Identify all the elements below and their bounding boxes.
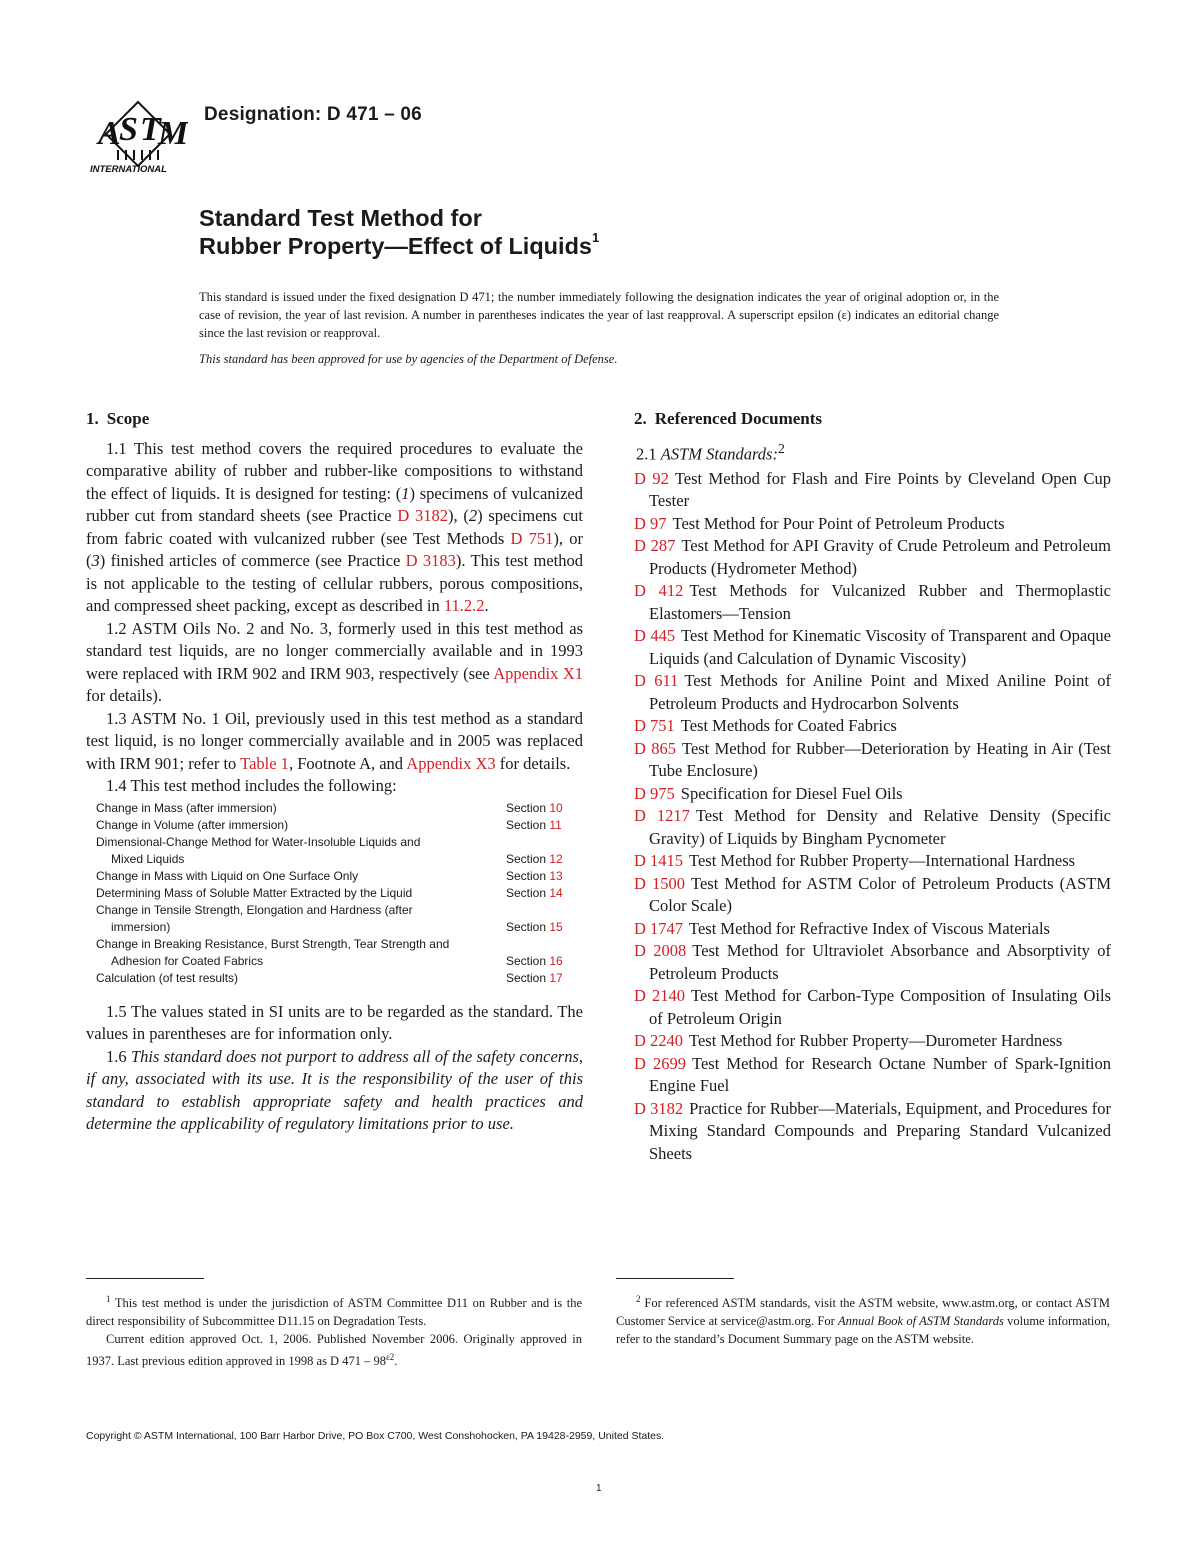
- reference-code-link[interactable]: D 1500: [634, 873, 686, 893]
- title-text: Rubber Property—Effect of Liquids: [199, 233, 592, 259]
- link-section-12[interactable]: 12: [549, 851, 563, 866]
- link-section-17[interactable]: 17: [549, 970, 563, 985]
- reference-code-link[interactable]: D 92: [634, 468, 669, 488]
- reference-title: Test Method for Research Octane Number of Spark-Ignition Engine Fuel: [649, 1053, 1111, 1095]
- link-d3182[interactable]: D 3182: [397, 506, 449, 525]
- footnote-divider: [616, 1278, 734, 1279]
- reference-item: [634, 1030, 1111, 1053]
- reference-title: Test Methods for Vulcanized Rubber and Thermoplastic Elastomers—Tension: [649, 581, 1111, 623]
- toc-row: Determining Mass of Soluble Matter Extracted by the Liquid Section 14: [96, 885, 563, 900]
- reference-item: [634, 783, 1111, 806]
- dod-notice: This standard has been approved for use by agencies of the Department of Defense.: [199, 352, 618, 366]
- reference-title: Test Method for Rubber—Deterioration by Heating in Air (Test Tube Enclosure): [649, 738, 1111, 780]
- toc-row: Change in Volume (after immersion) Section 11: [96, 817, 562, 832]
- footnote-divider: [86, 1278, 204, 1279]
- paragraph-1-1: 1.1 This test method covers the required procedures to evaluate the comparative ability of rubber and rubber-like compositions to withstand the effect of liquids. It is designed for testing: (1) specimens of vulcanized rubber cut from standard sheets (see Practice D 3182), (2) specimens cut from fabric coated with vulcanized rubber (see Test Methods D 751), or (3) finished articles of commerce (see Practice D 3183). This test method is not applicable to the testing of cellular rubbers, porous compositions, and compressed sheet packing, except as described in 11.2.2.: [86, 438, 583, 615]
- copyright-notice: Copyright © ASTM International, 100 Barr Harbor Drive, PO Box C700, West Conshohocken, PA 19428-2959, United States.: [86, 1430, 665, 1442]
- reference-code-link[interactable]: D 3182: [634, 1098, 684, 1118]
- reference-code-link[interactable]: D 611: [634, 671, 679, 690]
- toc-row: Change in Mass with Liquid on One Surface Only Section 13: [96, 868, 563, 883]
- reference-item: [634, 1098, 1111, 1166]
- paragraph-1-4: 1.4 This test method includes the following:: [106, 776, 397, 795]
- svg-text:S: S: [119, 111, 138, 148]
- reference-item: [634, 918, 1111, 941]
- reference-code-link[interactable]: D 975: [634, 783, 675, 803]
- reference-item: [634, 715, 1111, 738]
- reference-title: Test Method for Refractive Index of Viscous Materials: [689, 918, 1050, 938]
- right-column: [634, 408, 1111, 1165]
- logo-text: INTERNATIONAL: [90, 164, 167, 174]
- svg-text:M: M: [158, 115, 188, 152]
- reference-title: Test Method for ASTM Color of Petroleum Products (ASTM Color Scale): [649, 873, 1111, 915]
- svg-text:T: T: [140, 111, 161, 148]
- toc-row: Dimensional-Change Method for Water-Insoluble Liquids and Mixed Liquids Section 12: [96, 834, 563, 866]
- reference-title: Test Method for Carbon-Type Composition of Insulating Oils of Petroleum Origin: [649, 986, 1111, 1028]
- reference-item: [634, 1053, 1111, 1098]
- link-section-15[interactable]: 15: [549, 919, 563, 934]
- reference-code-link[interactable]: D 412: [634, 581, 684, 600]
- reference-code-link[interactable]: D 287: [634, 536, 676, 555]
- reference-title: Test Method for API Gravity of Crude Petroleum and Petroleum Products (Hydrometer Method): [649, 536, 1111, 578]
- link-appendix-x1[interactable]: Appendix X1: [493, 663, 583, 683]
- link-d3183[interactable]: D 3183: [405, 551, 456, 570]
- link-11-2-2[interactable]: 11.2.2: [443, 596, 485, 615]
- designation: Designation: D 471 – 06: [204, 104, 422, 125]
- reference-title: Test Method for Pour Point of Petroleum Products: [672, 513, 1005, 533]
- reference-title: Test Methods for Coated Fabrics: [680, 716, 897, 735]
- title-footnote-mark[interactable]: 1: [592, 230, 600, 245]
- toc-row: Change in Tensile Strength, Elongation and Hardness (after immersion) Section 15: [96, 902, 563, 934]
- reference-title: Specification for Diesel Fuel Oils: [680, 783, 903, 803]
- reference-item: [634, 940, 1111, 985]
- reference-item: [634, 670, 1111, 715]
- reference-code-link[interactable]: D 1415: [634, 851, 684, 870]
- footnote-2: $^2$ For referenced ASTM standards, visit the ASTM website, www.astm.org, or contact ASTM Customer Service at service@astm.org. For Annual Book of ASTM Standards volume information, refer to the standard’s Document Summary page on the ASTM website.: [616, 1294, 1111, 1347]
- reference-list: [634, 468, 1111, 1166]
- paragraph-1-6: 1.6 This standard does not purport to address all of the safety concerns, if any, associated with its use. It is the responsibility of the user of this standard to establish appropriate safety and health practices and determine the applicability of regulatory limitations prior to use.: [86, 1046, 584, 1133]
- footnote-mark-2[interactable]: 2: [777, 440, 785, 456]
- reference-item: [634, 805, 1111, 850]
- footnote-1: $^1$ This test method is under the jurisdiction of ASTM Committee D11 on Rubber and is the direct responsibility of Subcommittee D11.15 on Degradation Tests. Current edition approved Oct. 1, 2006. Published November 2006. Originally approved in 1937. Last previous edition approved in 1998 as D $471 - 98^{\varepsilon 2}$.: [86, 1294, 582, 1369]
- reference-code-link[interactable]: D 2140: [634, 986, 686, 1005]
- title-line-2: [199, 230, 600, 260]
- astm-logo: [88, 94, 188, 174]
- reference-title: Test Method for Rubber Property—Durometer Hardness: [689, 1031, 1063, 1050]
- astm-standards-intro: 2.1 ASTM Standards:$^2$: [636, 440, 785, 463]
- toc-row: Change in Mass (after immersion) Section 10: [96, 800, 563, 815]
- link-section-16[interactable]: 16: [549, 953, 563, 968]
- section-heading-referenced-documents: 2. Referenced Documents: [634, 409, 823, 428]
- reference-item: [634, 580, 1111, 625]
- reference-code-link[interactable]: D 751: [634, 716, 675, 735]
- reference-item: [634, 850, 1111, 873]
- reference-code-link[interactable]: D 2008: [634, 941, 687, 960]
- reference-item: [634, 468, 1111, 513]
- reference-title: Practice for Rubber—Materials, Equipment, and Procedures for Mixing Standard Compounds and Preparing Standard Vulcanized Sheets: [649, 1098, 1111, 1163]
- link-appendix-x3[interactable]: Appendix X3: [406, 753, 496, 773]
- paragraph-1-2: 1.2 ASTM Oils No. 2 and No. 3, formerly used in this test method as standard test liquids, are no longer commercially available and in 1993 were replaced with IRM 902 and IRM 903, respectively (see Appendix X1 for details).: [86, 618, 583, 705]
- link-section-11[interactable]: 11: [549, 817, 562, 832]
- toc-row: Change in Breaking Resistance, Burst Strength, Tear Strength and Adhesion for Coated Fabrics Section 16: [96, 936, 563, 968]
- reference-item: [634, 873, 1111, 918]
- reference-item: [634, 985, 1111, 1030]
- reference-title: Test Method for Flash and Fire Points by Cleveland Open Cup Tester: [649, 468, 1111, 510]
- toc-row: Calculation (of test results) Section 17: [96, 970, 563, 985]
- reference-code-link[interactable]: D 2240: [634, 1031, 684, 1050]
- reference-item: [634, 535, 1111, 580]
- reference-title: Test Methods for Aniline Point and Mixed Aniline Point of Petroleum Products and Hydrocarbon Solvents: [649, 671, 1111, 713]
- reference-code-link[interactable]: D 2699: [634, 1053, 687, 1073]
- standard-notice: This standard is issued under the fixed designation D 471; the number immediately following the designation indicates the year of original adoption or, in the case of revision, the year of last revision. A number in parentheses indicates the year of last reapproval. A superscript epsilon (ε) indicates an editorial change since the last revision or reapproval.: [199, 290, 999, 340]
- paragraph-1-5: 1.5 The values stated in SI units are to be regarded as the standard. The values in parentheses are for information only.: [86, 1001, 583, 1043]
- reference-item: [634, 625, 1111, 670]
- reference-title: Test Method for Ultraviolet Absorbance and Absorptivity of Petroleum Products: [649, 941, 1111, 983]
- left-column: [86, 408, 583, 1136]
- page-number: 1: [596, 1483, 602, 1494]
- section-heading-scope: 1. Scope: [86, 409, 150, 428]
- reference-code-link[interactable]: D 865: [634, 738, 677, 758]
- paragraph-1-3: 1.3 ASTM No. 1 Oil, previously used in this test method as a standard test liquid, is no longer commercially available and in 2005 was replaced with IRM 901; refer to Table 1, Footnote A, and Appendix X3 for details.: [86, 708, 583, 773]
- link-section-14[interactable]: 14: [549, 885, 563, 900]
- title-line-1: Standard Test Method for: [199, 205, 482, 231]
- link-d751[interactable]: D 751: [510, 528, 554, 548]
- link-section-10[interactable]: 10: [549, 800, 563, 815]
- svg-text:A: A: [98, 115, 121, 152]
- reference-title: Test Method for Rubber Property—International Hardness: [689, 851, 1076, 870]
- reference-code-link[interactable]: D 1747: [634, 918, 684, 938]
- contents-table: [96, 800, 574, 987]
- reference-code-link[interactable]: D 1217: [634, 806, 690, 825]
- link-section-13[interactable]: 13: [549, 868, 563, 883]
- reference-item: [634, 738, 1111, 783]
- reference-code-link[interactable]: D 97: [634, 513, 667, 533]
- reference-item: [634, 513, 1111, 536]
- link-table-1[interactable]: Table 1: [240, 753, 289, 773]
- reference-title: Test Method for Density and Relative Density (Specific Gravity) of Liquids by Bingham Pycnometer: [649, 806, 1111, 848]
- reference-title: Test Method for Kinematic Viscosity of Transparent and Opaque Liquids (and Calculation of Dynamic Viscosity): [649, 626, 1111, 668]
- reference-code-link[interactable]: D 445: [634, 626, 676, 645]
